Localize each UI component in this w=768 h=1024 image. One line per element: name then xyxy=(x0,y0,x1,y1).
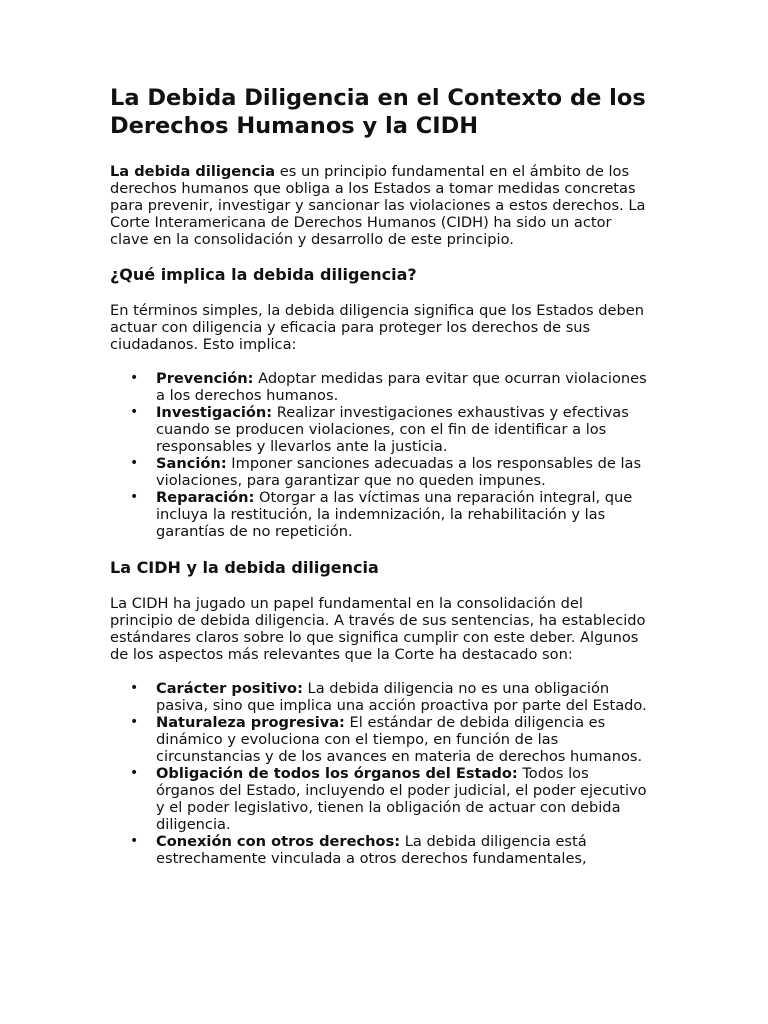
bullet-icon: • xyxy=(130,680,139,696)
list-item-text: La debida diligencia está estrechamente vinculada a otros derechos fundamentales, xyxy=(156,833,587,867)
intro-paragraph xyxy=(110,163,650,248)
list-item-text: Todos los órganos del Estado, incluyendo el poder judicial, el poder ejecutivo y el poder legislativo, tienen la obligación de actuar con debida diligencia. xyxy=(156,765,647,833)
bullet-icon: • xyxy=(130,489,139,505)
list-item-obligacion-organos xyxy=(110,765,650,833)
bullet-icon: • xyxy=(130,455,139,471)
list-item-term: Obligación de todos los órganos del Estado: xyxy=(156,765,518,782)
document-page xyxy=(110,84,650,885)
list-item-conexion-derechos xyxy=(110,833,650,867)
list-item-text: La debida diligencia no es una obligación pasiva, sino que implica una acción proactiva por parte del Estado. xyxy=(156,680,647,714)
bullet-icon: • xyxy=(130,404,139,420)
bullet-icon: • xyxy=(130,765,139,781)
list-item-reparacion xyxy=(110,489,650,540)
list-item-investigacion xyxy=(110,404,650,455)
list-item-term: Investigación: xyxy=(156,404,273,421)
list-item-term: Reparación: xyxy=(156,489,255,506)
list-item-term: Prevención: xyxy=(156,370,254,387)
bullet-icon: • xyxy=(130,714,139,730)
list-item-term: Sanción: xyxy=(156,455,227,472)
section1-paragraph: En términos simples, la debida diligencia significa que los Estados deben actuar con diligencia y eficacia para proteger los derechos de sus ciudadanos. Esto implica: xyxy=(110,302,644,353)
section2-list xyxy=(110,680,650,867)
list-item-text: El estándar de debida diligencia es dinámico y evoluciona con el tiempo, en función de las circunstancias y de los avances en materia de derechos humanos. xyxy=(156,714,643,765)
section2-heading: La CIDH y la debida diligencia xyxy=(110,558,379,577)
list-item-text: Adoptar medidas para evitar que ocurran violaciones a los derechos humanos. xyxy=(156,370,647,404)
section1-list xyxy=(110,370,650,540)
document-title: La Debida Diligencia en el Contexto de los Derechos Humanos y la CIDH xyxy=(110,85,646,139)
list-item-sancion xyxy=(110,455,650,489)
section2-paragraph: La CIDH ha jugado un papel fundamental en la consolidación del principio de debida diligencia. A través de sus sentencias, ha establecido estándares claros sobre lo que significa cumplir con este deber. Algunos de los aspectos más relevantes que la Corte ha destacado son: xyxy=(110,595,646,663)
list-item-naturaleza-progresiva xyxy=(110,714,650,765)
list-item-text: Otorgar a las víctimas una reparación integral, que incluya la restitución, la indemnización, la rehabilitación y las garantías de no repetición. xyxy=(156,489,633,540)
list-item-term: Naturaleza progresiva: xyxy=(156,714,345,731)
intro-text: es un principio fundamental en el ámbito de los derechos humanos que obliga a los Estados a tomar medidas concretas para prevenir, investigar y sancionar las violaciones a estos derechos. La Corte Interamericana de Derechos Humanos (CIDH) ha sido un actor clave en la consolidación y desarrollo de este principio. xyxy=(110,163,646,248)
section1-heading: ¿Qué implica la debida diligencia? xyxy=(110,265,417,284)
list-item-text: Imponer sanciones adecuadas a los responsables de las violaciones, para garantizar que no queden impunes. xyxy=(156,455,642,489)
intro-bold-term: La debida diligencia xyxy=(110,163,276,180)
list-item-prevencion xyxy=(110,370,650,404)
bullet-icon: • xyxy=(130,370,139,386)
list-item-text: Realizar investigaciones exhaustivas y efectivas cuando se producen violaciones, con el fin de identificar a los responsables y llevarlos ante la justicia. xyxy=(156,404,629,455)
list-item-caracter-positivo xyxy=(110,680,650,714)
bullet-icon: • xyxy=(130,833,139,849)
list-item-term: Conexión con otros derechos: xyxy=(156,833,401,850)
list-item-term: Carácter positivo: xyxy=(156,680,303,697)
